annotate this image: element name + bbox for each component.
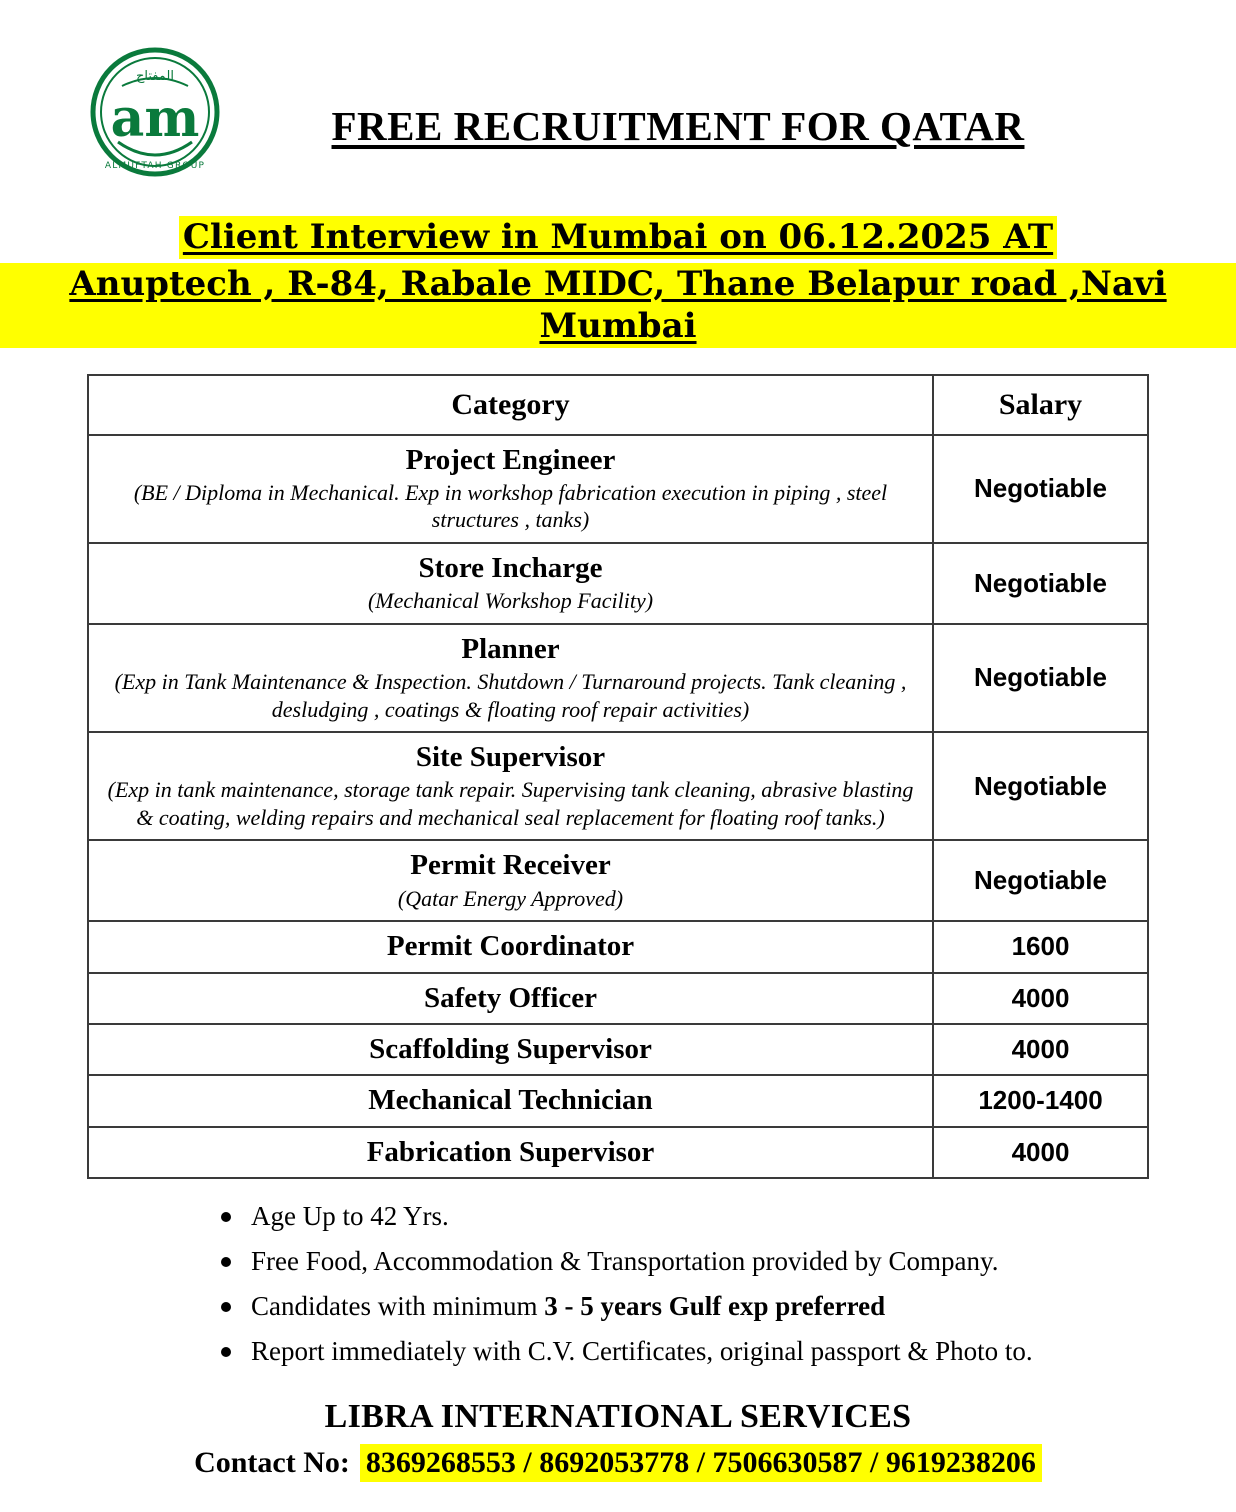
category-cell [88, 1024, 933, 1075]
salary-cell: Negotiable [933, 840, 1148, 921]
svg-text:ALMUFTAH GROUP: ALMUFTAH GROUP [104, 161, 206, 171]
table-row [88, 435, 1148, 543]
salary-cell: 4000 [933, 973, 1148, 1024]
category-cell [88, 921, 933, 972]
list-item: Report immediately with C.V. Certificates, original passport & Photo to. [215, 1332, 1236, 1371]
column-header-category: Category [88, 375, 933, 435]
table-row [88, 543, 1148, 624]
table-header-row [88, 375, 1148, 435]
note-emphasis-text: 3 - 5 years Gulf exp preferred [544, 1291, 886, 1322]
role-description: (Mechanical Workshop Facility) [367, 588, 654, 614]
poster-header [0, 0, 1236, 190]
salary-cell: 1200-1400 [933, 1075, 1148, 1126]
poster-footer [0, 1398, 1236, 1512]
page-title: FREE RECRUITMENT FOR QATAR [331, 103, 1025, 149]
category-cell [88, 543, 933, 624]
role-description: (Qatar Energy Approved) [397, 885, 624, 911]
category-cell [88, 435, 933, 543]
role-title: Mechanical Technician [368, 1084, 653, 1117]
table-row [88, 1127, 1148, 1178]
role-title: Site Supervisor [415, 741, 606, 774]
category-cell [88, 840, 933, 921]
notes-list [0, 1197, 1236, 1372]
role-title: Project Engineer [405, 443, 616, 476]
table-row [88, 624, 1148, 732]
interview-venue-line: Anuptech , R-84, Rabale MIDC, Thane Belapur road ,Navi Mumbai [0, 263, 1236, 348]
table-row [88, 1075, 1148, 1126]
column-header-salary: Salary [933, 375, 1148, 435]
svg-text:am: am [110, 88, 200, 149]
role-description: (Exp in tank maintenance, storage tank repair. Supervising tank cleaning, abrasive blasting & coating, welding repairs and mechanical seal replacement for floating roof tanks.) [107, 777, 914, 830]
role-title: Permit Receiver [410, 849, 611, 882]
role-title: Store Incharge [418, 551, 603, 584]
salary-cell: Negotiable [933, 624, 1148, 732]
contact-row [0, 1444, 1236, 1512]
category-cell [88, 973, 933, 1024]
category-cell [88, 624, 933, 732]
list-item: Free Food, Accommodation & Transportation provided by Company. [215, 1242, 1236, 1281]
role-title: Scaffolding Supervisor [369, 1032, 652, 1065]
note-plain-text: Candidates with minimum [251, 1291, 545, 1322]
almuftah-group-logo-icon [70, 40, 240, 190]
salary-cell: 4000 [933, 1127, 1148, 1178]
role-title: Permit Coordinator [386, 930, 635, 963]
salary-cell: Negotiable [933, 543, 1148, 624]
interview-details [0, 216, 1236, 348]
table-row [88, 840, 1148, 921]
category-cell [88, 1127, 933, 1178]
salary-cell: Negotiable [933, 435, 1148, 543]
table-row [88, 921, 1148, 972]
role-description: (BE / Diploma in Mechanical. Exp in workshop fabrication execution in piping , steel structures , tanks) [133, 479, 888, 533]
jobs-table [87, 374, 1149, 1179]
svg-text:المفتاح: المفتاح [136, 69, 174, 84]
category-cell [88, 732, 933, 840]
role-title: Planner [461, 632, 560, 665]
salary-cell: Negotiable [933, 732, 1148, 840]
list-item: Age Up to 42 Yrs. [215, 1197, 1236, 1236]
salary-cell: 1600 [933, 921, 1148, 972]
list-item [215, 1287, 1236, 1326]
agency-name: LIBRA INTERNATIONAL SERVICES [324, 1397, 912, 1435]
role-description: (Exp in Tank Maintenance & Inspection. Shutdown / Turnaround projects. Tank cleaning , desludging , coatings & floating roof repair activities) [114, 669, 907, 722]
contact-label: Contact No: [194, 1445, 350, 1479]
salary-cell: 4000 [933, 1024, 1148, 1075]
interview-date-line: Client Interview in Mumbai on 06.12.2025 AT [179, 216, 1057, 259]
table-row [88, 973, 1148, 1024]
category-cell [88, 1075, 933, 1126]
table-row [88, 732, 1148, 840]
table-row [88, 1024, 1148, 1075]
role-title: Fabrication Supervisor [366, 1135, 655, 1168]
role-title: Safety Officer [423, 981, 598, 1014]
contact-numbers[interactable]: 8369268553 / 8692053778 / 7506630587 / 9619238206 [360, 1444, 1042, 1482]
